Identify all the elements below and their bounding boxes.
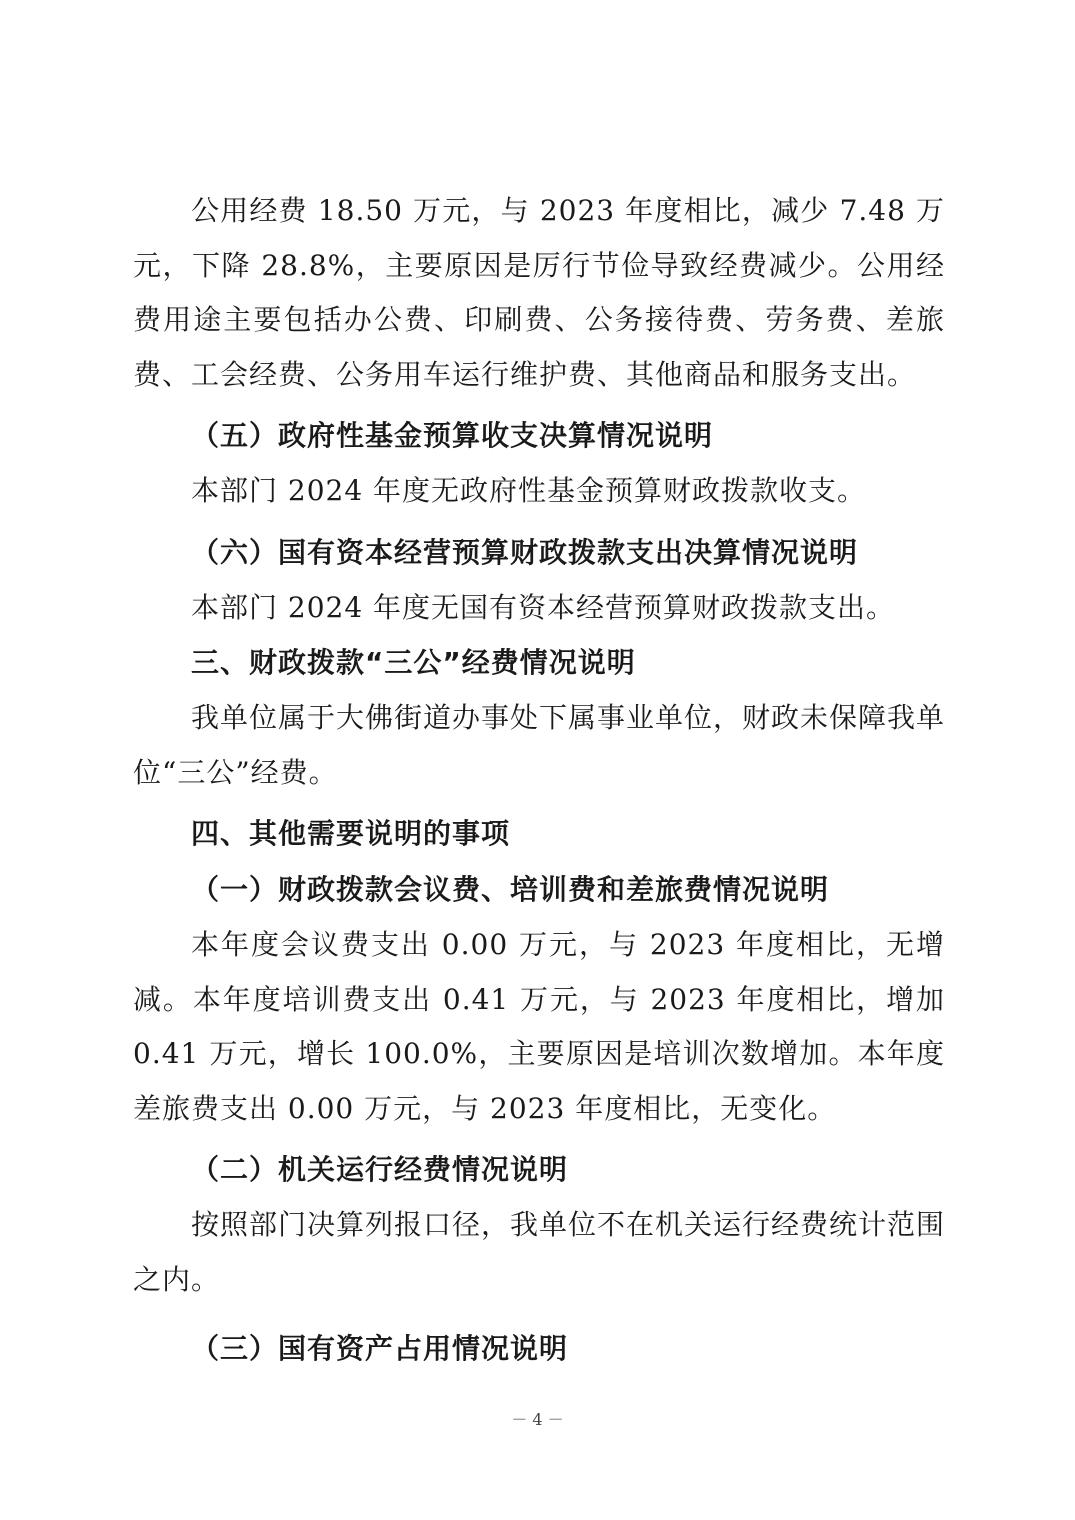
heading-operating-expenses: （二）机关运行经费情况说明	[191, 1153, 569, 1186]
heading-other-matters: 四、其他需要说明的事项	[191, 817, 511, 850]
heading-meeting-training-travel: （一）财政拨款会议费、培训费和差旅费情况说明	[191, 873, 830, 906]
paragraph-public-expenses: 公用经费 18.50 万元，与 2023 年度相比，减少 7.48 万元，下降 28.8%，主要原因是厉行节俭导致经费减少。公用经费用途主要包括办公费、印刷费、公务接待费、劳务费、差旅费、工会经费、公务用车运行维护费、其他商品和服务支出。	[133, 194, 945, 391]
paragraph-operating-expenses: 按照部门决算列报口径，我单位不在机关运行经费统计范围之内。	[133, 1208, 946, 1296]
paragraph-three-public-expenses: 我单位属于大佛街道办事处下属事业单位，财政未保障我单位“三公”经费。	[133, 701, 946, 789]
page-number: － 4 －	[511, 1410, 564, 1429]
heading-three-public-expenses: 三、财政拨款“三公”经费情况说明	[191, 646, 636, 679]
paragraph-state-capital-budget: 本部门 2024 年度无国有资本经营预算财政拨款支出。	[191, 590, 896, 624]
paragraph-meeting-training-travel: 本年度会议费支出 0.00 万元，与 2023 年度相比，无增减。本年度培训费支出 0.41 万元，与 2023 年度相比，增加 0.41 万元，增长 100.0%，主要原因是培训次数增加。本年度差旅费支出 0.00 万元，与 2023 年度相比，无变化。	[133, 928, 945, 1125]
heading-gov-fund-budget: （五）政府性基金预算收支决算情况说明	[191, 419, 714, 452]
heading-state-capital-budget: （六）国有资本经营预算财政拨款支出决算情况说明	[191, 535, 859, 569]
paragraph-gov-fund-budget: 本部门 2024 年度无政府性基金预算财政拨款收支。	[191, 474, 867, 507]
heading-state-assets: （三）国有资产占用情况说明	[191, 1332, 569, 1365]
document-body	[133, 184, 945, 1377]
